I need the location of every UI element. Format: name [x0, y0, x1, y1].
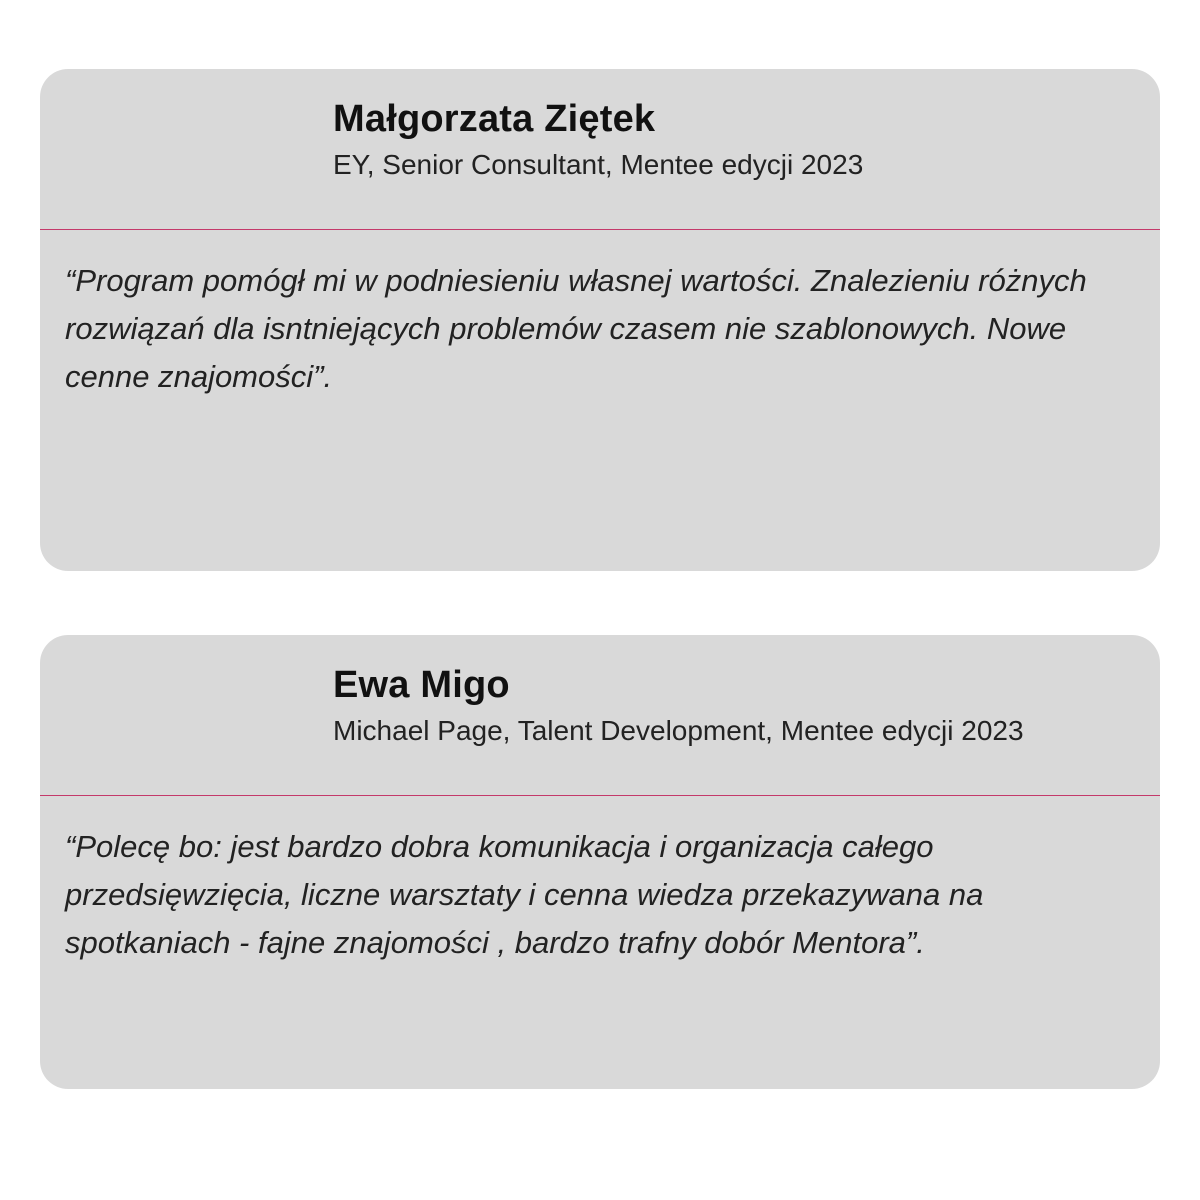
testimonial-quote: “Program pomógł mi w podniesieniu własnej wartości. Znalezieniu różnych rozwiązań dla isntniejących problemów czasem nie szablonowych. Nowe cenne znajomości”.	[65, 263, 1087, 394]
testimonial-header	[333, 659, 1136, 751]
testimonial-author-name: Małgorzata Ziętek	[333, 98, 656, 140]
testimonial-quote: “Polecę bo: jest bardzo dobra komunikacja i organizacja całego przedsięwzięcia, liczne warsztaty i cenna wiedza przekazywana na spotkaniach - fajne znajomości , bardzo trafny dobór Mentora”.	[65, 829, 984, 960]
testimonial-card	[40, 635, 1160, 1089]
testimonial-card	[40, 69, 1160, 571]
testimonial-divider	[40, 229, 1160, 230]
testimonial-author-role: EY, Senior Consultant, Mentee edycji 2023	[333, 149, 864, 180]
testimonial-author-name: Ewa Migo	[333, 664, 510, 706]
testimonial-author-role: Michael Page, Talent Development, Mentee edycji 2023	[333, 715, 1024, 746]
testimonial-divider	[40, 795, 1160, 796]
testimonial-header	[333, 93, 1136, 185]
